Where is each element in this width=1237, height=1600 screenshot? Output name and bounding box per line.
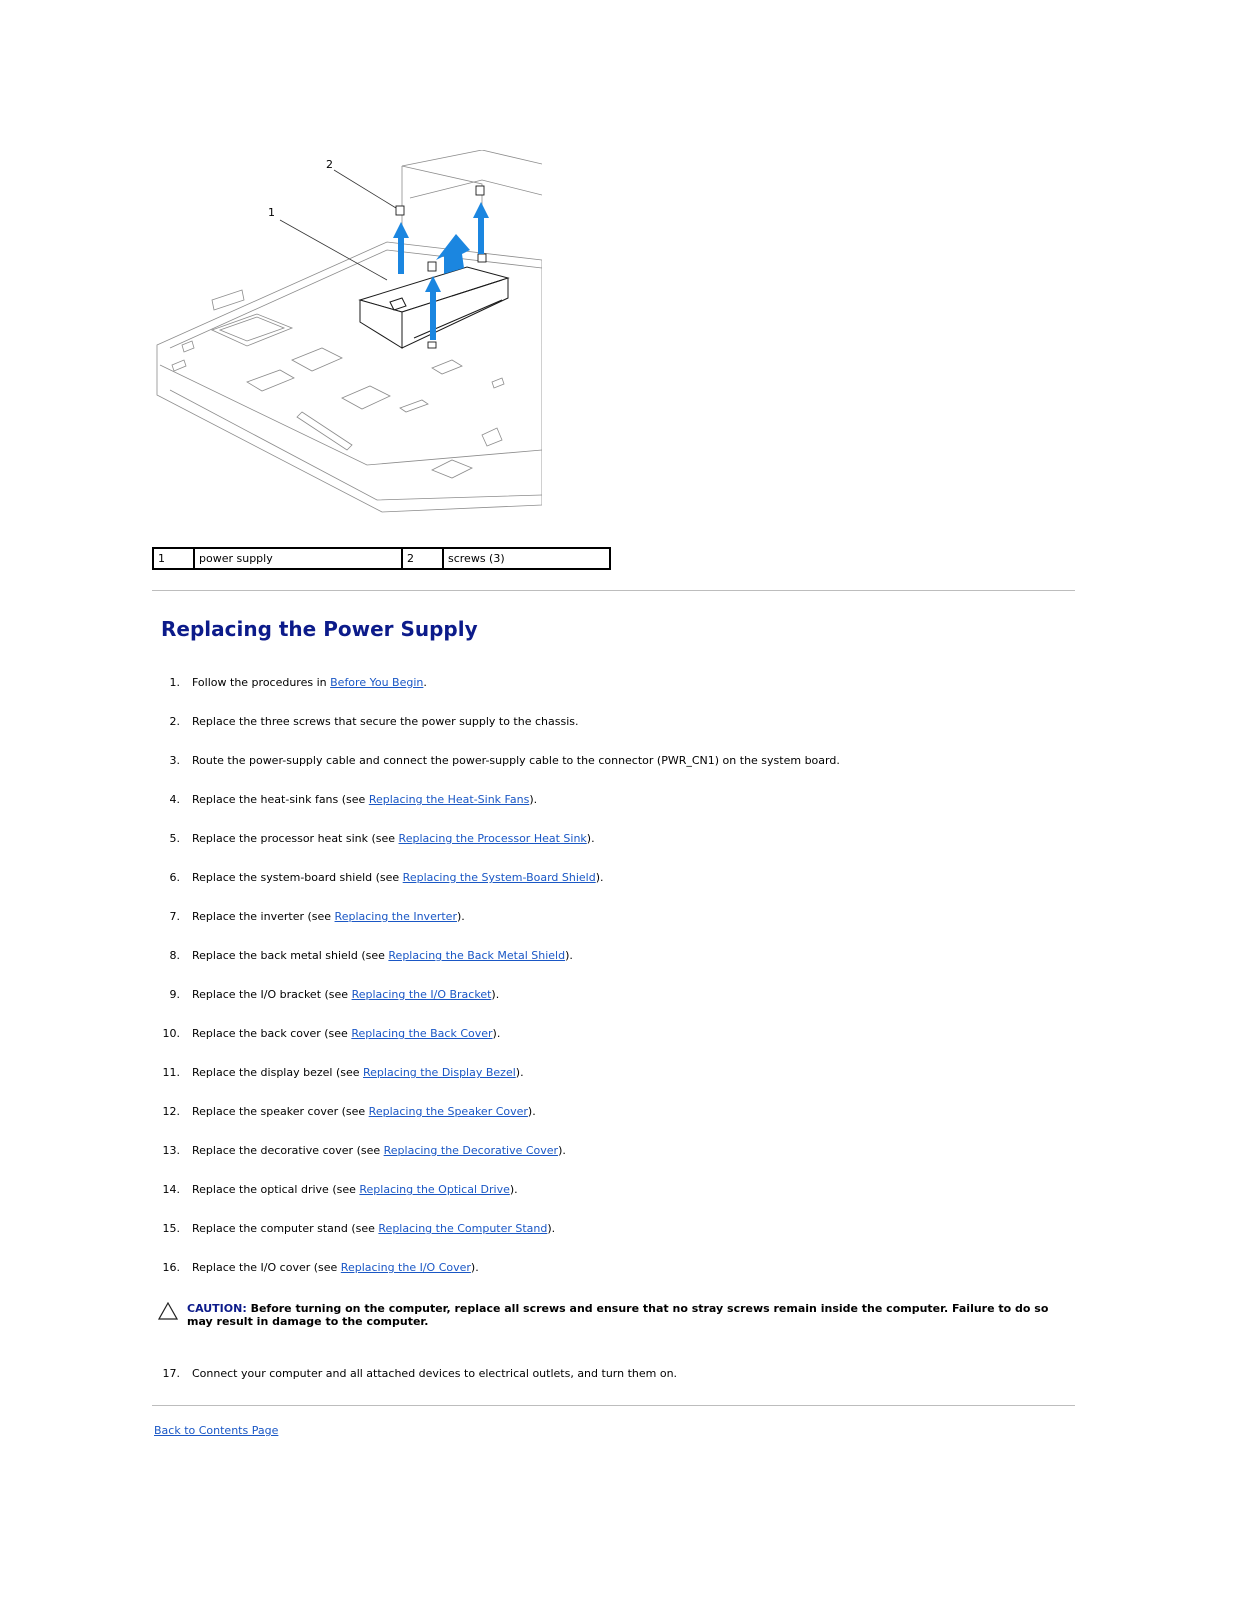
step-link-computer-stand[interactable]: Replacing the Computer Stand (378, 1222, 548, 1235)
step-pre: Replace the back cover (see (192, 1027, 352, 1040)
step-link-io-cover[interactable]: Replacing the I/O Cover (340, 1261, 471, 1274)
step-post: ). (492, 1027, 501, 1040)
step-post: . (423, 676, 427, 689)
step-item (152, 948, 1082, 964)
step-pre: Replace the system-board shield (see (192, 871, 403, 884)
callout-2-label: 2 (326, 158, 333, 171)
step-link-decorative-cover[interactable]: Replacing the Decorative Cover (383, 1144, 559, 1157)
step-item (152, 831, 1082, 847)
step-number: 10. (162, 1027, 180, 1040)
step-item (152, 1260, 1082, 1276)
step-link-system-board-shield[interactable]: Replacing the System-Board Shield (402, 871, 596, 884)
step-number: 9. (169, 988, 180, 1001)
step-pre: Replace the computer stand (see (192, 1222, 379, 1235)
step-number: 12. (162, 1105, 180, 1118)
step-number: 6. (169, 871, 180, 884)
step-item (152, 714, 1082, 730)
step-link-processor-heat-sink[interactable]: Replacing the Processor Heat Sink (398, 832, 587, 845)
step-link-before-you-begin[interactable]: Before You Begin (330, 676, 424, 689)
legend-row (153, 548, 610, 569)
step-post: ). (470, 1261, 479, 1274)
step-text (192, 714, 578, 730)
step-post: ). (515, 1066, 524, 1079)
step-text (192, 792, 537, 808)
step-text (192, 1260, 479, 1276)
step-pre: Replace the inverter (see (192, 910, 335, 923)
step-item (152, 987, 1082, 1003)
step-text (192, 1182, 518, 1198)
step-pre: Replace the display bezel (see (192, 1066, 364, 1079)
step-number: 16. (162, 1261, 180, 1274)
step-item-final (152, 1366, 1082, 1382)
legend-num-1: 1 (153, 548, 194, 569)
divider-bottom (152, 1405, 1075, 1406)
step-text: Connect your computer and all attached devices to electrical outlets, and turn them on. (192, 1367, 678, 1380)
step-pre: Replace the I/O cover (see (192, 1261, 341, 1274)
step-item (152, 753, 1082, 769)
step-link-back-cover[interactable]: Replacing the Back Cover (351, 1027, 493, 1040)
step-pre: Replace the optical drive (see (192, 1183, 360, 1196)
step-number: 3. (169, 754, 180, 767)
caution-body: Before turning on the computer, replace all screws and ensure that no stray screws remain inside the computer. Failure to do so may result in damage to the computer. (187, 1302, 1049, 1328)
step-pre: Replace the three screws that secure the power supply to the chassis. (192, 715, 579, 728)
callout-1-label: 1 (268, 206, 275, 219)
step-pre: Follow the procedures in (192, 676, 331, 689)
step-number: 11. (162, 1066, 180, 1079)
step-link-io-bracket[interactable]: Replacing the I/O Bracket (351, 988, 492, 1001)
step-number: 7. (169, 910, 180, 923)
step-number: 14. (162, 1183, 180, 1196)
step-text (192, 870, 604, 886)
step-text (192, 1221, 555, 1237)
step-number: 5. (169, 832, 180, 845)
step-pre: Replace the I/O bracket (see (192, 988, 352, 1001)
step-post: ). (595, 871, 604, 884)
step-post: ). (565, 949, 573, 962)
step-pre: Replace the decorative cover (see (192, 1144, 384, 1157)
step-number: 15. (162, 1222, 180, 1235)
step-pre: Replace the heat-sink fans (see (192, 793, 369, 806)
caution-label: CAUTION: (187, 1302, 247, 1315)
caution-triangle-icon (158, 1302, 178, 1320)
step-text (192, 1143, 566, 1159)
step-text (192, 831, 595, 847)
step-item (152, 1143, 1082, 1159)
step-pre: Replace the back metal shield (see (192, 949, 389, 962)
step-post: ). (529, 793, 538, 806)
step-number: 8. (169, 949, 180, 962)
step-link-inverter[interactable]: Replacing the Inverter (334, 910, 457, 923)
step-text (192, 948, 573, 964)
step-post: ). (456, 910, 465, 923)
step-item (152, 1026, 1082, 1042)
step-link-heat-sink-fans[interactable]: Replacing the Heat-Sink Fans (368, 793, 530, 806)
step-post: ). (509, 1183, 518, 1196)
step-number: 4. (169, 793, 180, 806)
step-text (192, 753, 840, 769)
step-post: ). (558, 1144, 566, 1157)
section-heading: Replacing the Power Supply (161, 617, 478, 641)
power-supply-removal-figure (152, 150, 542, 522)
step-number: 17. (162, 1367, 180, 1380)
step-post: ). (491, 988, 500, 1001)
step-item (152, 1182, 1082, 1198)
step-post: ). (547, 1222, 556, 1235)
step-text (192, 987, 499, 1003)
step-text (192, 675, 427, 691)
step-post: ). (527, 1105, 536, 1118)
step-pre: Replace the speaker cover (see (192, 1105, 369, 1118)
step-text (192, 1065, 524, 1081)
step-link-optical-drive[interactable]: Replacing the Optical Drive (359, 1183, 510, 1196)
caution-text (187, 1302, 1067, 1328)
step-text (192, 909, 465, 925)
step-number: 1. (169, 676, 180, 689)
step-item (152, 675, 1082, 691)
step-number: 13. (162, 1144, 180, 1157)
step-number: 2. (169, 715, 180, 728)
step-link-speaker-cover[interactable]: Replacing the Speaker Cover (368, 1105, 528, 1118)
legend-num-2: 2 (402, 548, 443, 569)
step-item (152, 870, 1082, 886)
step-text (192, 1104, 536, 1120)
back-to-contents-link[interactable]: Back to Contents Page (154, 1424, 279, 1437)
step-post: ). (586, 832, 595, 845)
legend-label-2: screws (3) (443, 548, 610, 569)
step-pre: Replace the processor heat sink (see (192, 832, 399, 845)
step-item (152, 1065, 1082, 1081)
legend-label-1: power supply (194, 548, 402, 569)
step-text (192, 1026, 500, 1042)
step-link-display-bezel[interactable]: Replacing the Display Bezel (363, 1066, 516, 1079)
step-item (152, 792, 1082, 808)
step-item (152, 1221, 1082, 1237)
divider-top (152, 590, 1075, 591)
step-item (152, 1104, 1082, 1120)
step-pre: Route the power-supply cable and connect the power-supply cable to the connector (PWR_CN1) on the system board. (192, 754, 840, 767)
step-link-back-metal-shield[interactable]: Replacing the Back Metal Shield (388, 949, 566, 962)
callout-legend-table (152, 547, 611, 570)
step-item (152, 909, 1082, 925)
